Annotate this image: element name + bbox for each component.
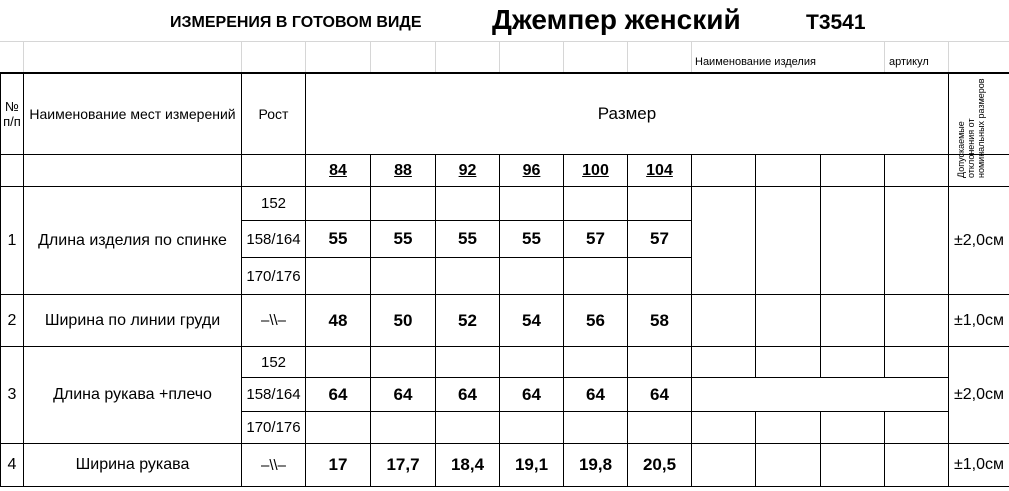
row-rost: 158/164	[246, 230, 301, 248]
value-cell: 54	[522, 310, 541, 330]
document-title: ИЗМЕРЕНИЯ В ГОТОВОМ ВИДЕ	[170, 14, 422, 31]
header-rost: Рост	[258, 106, 289, 122]
header-tolerance: Допускаемые отклонения от номинальных размеров	[956, 78, 986, 178]
value-cell: 64	[522, 384, 541, 404]
product-name-label: Наименование изделия	[695, 56, 816, 68]
row-rost: 152	[260, 353, 287, 371]
tolerance-cell: ±2,0см	[953, 386, 1005, 403]
row-rost: 158/164	[246, 386, 301, 403]
product-title: Джемпер женский	[492, 4, 741, 35]
row-rost: 152	[260, 195, 287, 212]
value-cell: 56	[586, 310, 605, 330]
value-cell: 19,1	[514, 455, 549, 474]
value-cell: 64	[328, 384, 348, 404]
row-rost: 170/176	[246, 267, 301, 285]
value-cell: 20,5	[642, 455, 677, 474]
value-cell: 17	[328, 455, 348, 474]
value-cell: 57	[586, 229, 605, 248]
product-code: Т3541	[806, 11, 866, 34]
size-label-104: 104	[646, 161, 673, 179]
value-cell: 52	[458, 310, 477, 330]
row-rost: –\\–	[260, 456, 287, 474]
value-cell: 18,4	[450, 455, 485, 474]
value-cell: 64	[586, 384, 605, 404]
size-label-88: 88	[394, 161, 412, 179]
value-cell: 50	[393, 310, 413, 330]
value-cell: 55	[522, 229, 541, 248]
size-label-92: 92	[458, 161, 477, 179]
tolerance-cell: ±1,0см	[953, 456, 1005, 473]
value-cell: 17,7	[386, 455, 420, 474]
tolerance-cell: ±1,0см	[953, 311, 1005, 329]
row-num: 4	[7, 456, 17, 473]
row-rost: 170/176	[246, 419, 301, 436]
value-cell: 48	[328, 310, 348, 330]
size-label-84: 84	[329, 161, 347, 179]
row-name: Ширина по линии груди	[44, 311, 221, 329]
article-label: артикул	[889, 56, 929, 68]
tolerance-cell: ±2,0см	[953, 231, 1005, 249]
header-num: № п/п	[3, 99, 21, 129]
value-cell: 55	[458, 229, 477, 248]
size-label-100: 100	[582, 161, 609, 179]
row-rost: –\\–	[260, 312, 287, 329]
row-num: 1	[7, 231, 17, 249]
row-name: Ширина рукава	[75, 456, 190, 473]
value-cell: 64	[650, 384, 669, 404]
value-cell: 55	[328, 229, 348, 248]
value-cell: 55	[393, 229, 413, 248]
value-cell: 58	[650, 310, 669, 330]
row-name: Длина изделия по спинке	[38, 231, 227, 249]
value-cell: 19,8	[578, 455, 613, 474]
row-num: 2	[7, 311, 17, 329]
value-cell: 64	[393, 384, 413, 404]
header-name: Наименование мест измерений	[29, 106, 236, 122]
value-cell: 64	[458, 384, 477, 404]
row-num: 3	[7, 386, 17, 403]
row-name: Длина рукава +плечо	[53, 386, 212, 403]
header-size: Размер	[597, 104, 657, 123]
size-label-96: 96	[522, 161, 541, 179]
value-cell: 57	[650, 229, 669, 248]
